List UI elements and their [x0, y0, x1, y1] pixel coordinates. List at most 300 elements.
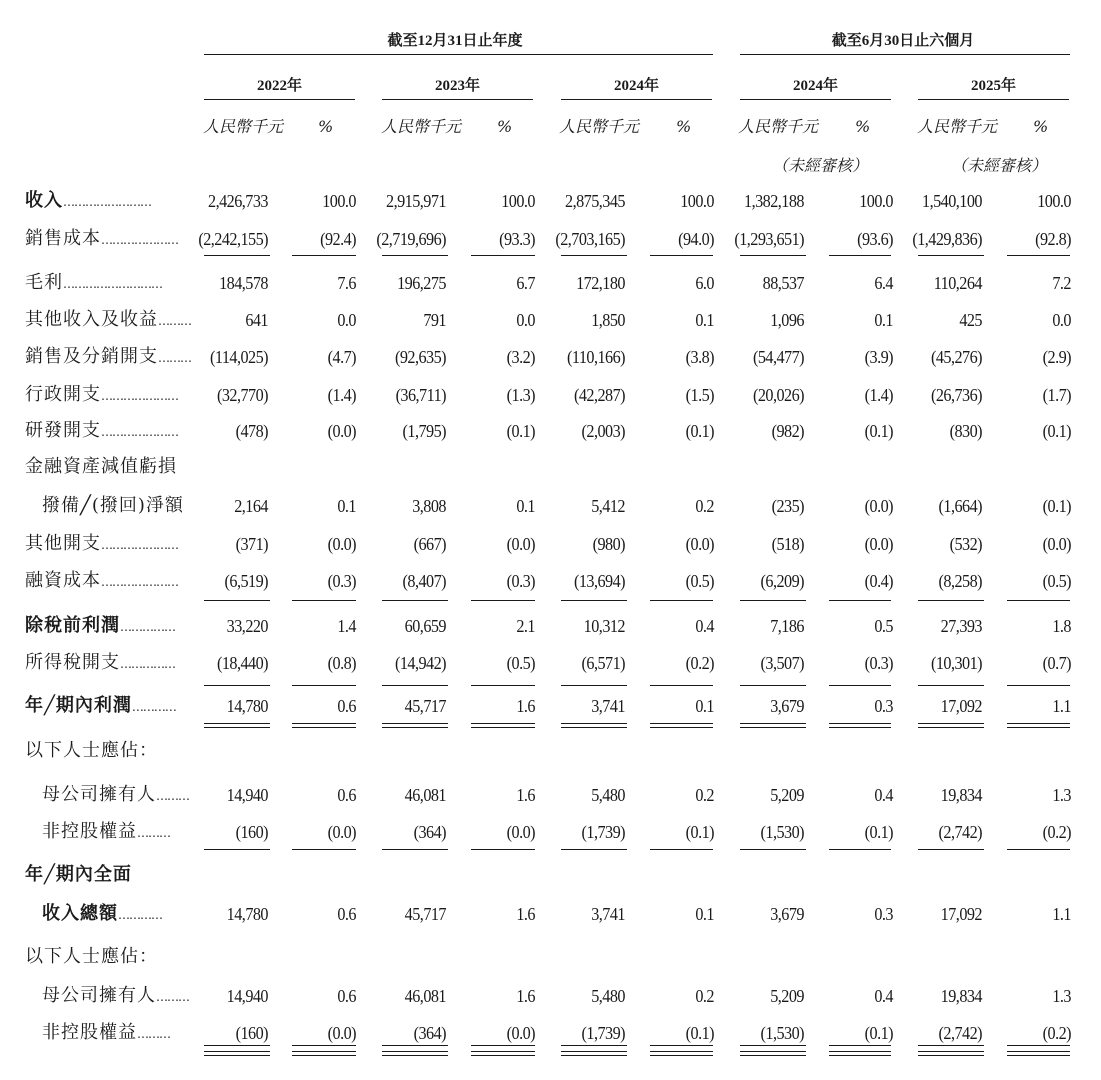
unit-pct: % — [318, 117, 334, 136]
percent-cell: 0.3 — [874, 904, 893, 924]
percent-cell: 7.6 — [337, 273, 356, 293]
subtotal-rule — [1007, 255, 1070, 256]
amount-cell: 196,275 — [397, 273, 446, 293]
row-label-text: 行政開支 — [25, 384, 101, 405]
period-header-six-months: 截至6月30日止六個月 — [831, 33, 975, 49]
total-double-rule — [292, 1051, 356, 1052]
amount-cell: 3,808 — [412, 496, 446, 516]
percent-cell: (1.4) — [327, 385, 356, 405]
row-label-text: 年╱期內利潤 — [25, 695, 132, 716]
subtotal-rule — [650, 849, 713, 850]
amount-cell: 2,164 — [234, 496, 268, 516]
amount-cell: 3,741 — [591, 904, 625, 924]
percent-cell: (0.0) — [327, 1023, 356, 1043]
percent-cell: (0.5) — [1042, 571, 1071, 591]
percent-cell: (0.0) — [864, 534, 893, 554]
total-double-rule — [561, 727, 627, 728]
total-double-rule — [650, 727, 713, 728]
subtotal-rule — [382, 1045, 448, 1046]
percent-cell: 1.4 — [337, 616, 356, 636]
total-double-rule — [204, 1055, 270, 1056]
amount-cell: (1,664) — [938, 496, 982, 516]
total-double-rule — [561, 723, 627, 724]
total-double-rule — [292, 1055, 356, 1056]
year-rule — [561, 99, 712, 100]
amount-cell: 1,540,100 — [922, 191, 982, 211]
amount-cell: (14,942) — [394, 653, 446, 673]
leader-dots: ………………… — [101, 389, 178, 403]
amount-cell: 14,780 — [226, 696, 268, 716]
percent-cell: 100.0 — [501, 191, 535, 211]
row-label-text: 母公司擁有人 — [42, 985, 156, 1006]
total-double-rule — [471, 727, 535, 728]
percent-cell: 7.2 — [1052, 273, 1071, 293]
total-double-rule — [204, 1051, 270, 1052]
amount-cell: 45,717 — [404, 696, 446, 716]
percent-cell: 6.7 — [516, 273, 535, 293]
amount-cell: (1,530) — [760, 822, 804, 842]
subtotal-rule — [650, 1045, 713, 1046]
subtotal-rule — [650, 685, 713, 686]
leader-dots: ……… — [137, 1027, 170, 1041]
row-label-text: 以下人士應佔： — [25, 740, 158, 761]
leader-dots: ………… — [118, 908, 162, 922]
percent-cell: 0.0 — [337, 310, 356, 330]
subtotal-rule — [740, 600, 806, 601]
percent-cell: 0.6 — [337, 904, 356, 924]
amount-cell: (160) — [235, 1023, 268, 1043]
year-rule — [204, 99, 355, 100]
total-double-rule — [292, 727, 356, 728]
subtotal-rule — [650, 255, 713, 256]
subtotal-rule — [204, 600, 270, 601]
percent-cell: (0.0) — [506, 822, 535, 842]
amount-cell: 1,382,188 — [744, 191, 804, 211]
percent-cell: 0.1 — [516, 496, 535, 516]
leader-dots: ……… — [156, 990, 189, 1004]
amount-cell: (980) — [592, 534, 625, 554]
subtotal-rule — [471, 255, 535, 256]
amount-cell: 3,741 — [591, 696, 625, 716]
amount-cell: 14,780 — [226, 904, 268, 924]
total-double-rule — [382, 723, 448, 724]
unit-rmb: 人民幣千元 — [559, 117, 640, 136]
amount-cell: (2,003) — [581, 421, 625, 441]
leader-dots: ………………… — [101, 233, 178, 247]
amount-cell: (532) — [949, 534, 982, 554]
total-double-rule — [1007, 727, 1070, 728]
amount-cell: (235) — [771, 496, 804, 516]
subtotal-rule — [204, 849, 270, 850]
total-double-rule — [740, 727, 806, 728]
percent-cell: 0.0 — [1052, 310, 1071, 330]
total-double-rule — [740, 1055, 806, 1056]
subtotal-rule — [829, 600, 891, 601]
total-double-rule — [918, 1051, 984, 1052]
amount-cell: 88,537 — [762, 273, 804, 293]
subtotal-rule — [204, 1045, 270, 1046]
percent-cell: (0.1) — [685, 1023, 714, 1043]
amount-cell: (3,507) — [760, 653, 804, 673]
percent-cell: (0.1) — [1042, 496, 1071, 516]
row-label-text: 非控股權益 — [42, 1022, 137, 1043]
row-label-text: 其他開支 — [25, 533, 101, 554]
percent-cell: (0.2) — [1042, 1023, 1071, 1043]
percent-cell: (0.0) — [685, 534, 714, 554]
subtotal-rule — [740, 1045, 806, 1046]
year-header-2022: 2022年 — [256, 78, 302, 94]
leader-dots: …………… — [120, 620, 175, 634]
amount-cell: (1,429,836) — [912, 229, 982, 249]
amount-cell: (6,209) — [760, 571, 804, 591]
unaudited-note: （未經審核） — [772, 156, 869, 175]
total-double-rule — [204, 723, 270, 724]
amount-cell: (20,026) — [752, 385, 804, 405]
amount-cell: (982) — [771, 421, 804, 441]
subtotal-rule — [740, 255, 806, 256]
row-label-text: 收入總額 — [42, 903, 118, 924]
percent-cell: (0.2) — [1042, 822, 1071, 842]
amount-cell: (830) — [949, 421, 982, 441]
year-rule — [740, 99, 891, 100]
subtotal-rule — [1007, 685, 1070, 686]
subtotal-rule — [292, 1045, 356, 1046]
subtotal-rule — [292, 849, 356, 850]
amount-cell: (36,711) — [395, 385, 446, 405]
amount-cell: 7,186 — [770, 616, 804, 636]
percent-cell: 1.6 — [516, 696, 535, 716]
amount-cell: (2,703,165) — [555, 229, 625, 249]
amount-cell: 5,412 — [591, 496, 625, 516]
percent-cell: (0.1) — [864, 1023, 893, 1043]
leader-dots: ………………… — [101, 575, 178, 589]
amount-cell: 5,209 — [770, 986, 804, 1006]
unit-pct: % — [855, 117, 871, 136]
period-header-fiscal-year: 截至12月31日止年度 — [387, 33, 523, 49]
percent-cell: 0.1 — [695, 310, 714, 330]
leader-dots: ……… — [158, 351, 191, 365]
total-double-rule — [650, 1055, 713, 1056]
amount-cell: (18,440) — [216, 653, 268, 673]
year-rule — [918, 99, 1069, 100]
amount-cell: 17,092 — [940, 696, 982, 716]
percent-cell: 6.4 — [874, 273, 893, 293]
amount-cell: 1,850 — [591, 310, 625, 330]
amount-cell: (2,719,696) — [376, 229, 446, 249]
amount-cell: 172,180 — [576, 273, 625, 293]
subtotal-rule — [1007, 849, 1070, 850]
amount-cell: (26,736) — [930, 385, 982, 405]
percent-cell: (0.3) — [506, 571, 535, 591]
percent-cell: 0.6 — [337, 785, 356, 805]
total-double-rule — [561, 1051, 627, 1052]
subtotal-rule — [471, 685, 535, 686]
year-rule — [382, 99, 533, 100]
amount-cell: 3,679 — [770, 696, 804, 716]
percent-cell: (0.1) — [685, 421, 714, 441]
subtotal-rule — [740, 685, 806, 686]
row-label-text: 母公司擁有人 — [42, 784, 156, 805]
unit-pct: % — [1033, 117, 1049, 136]
row-label-text: 年╱期內全面 — [25, 864, 132, 885]
percent-cell: 1.6 — [516, 986, 535, 1006]
amount-cell: (54,477) — [752, 347, 804, 367]
subtotal-rule — [829, 1045, 891, 1046]
percent-cell: 0.1 — [695, 904, 714, 924]
percent-cell: 1.3 — [1052, 986, 1071, 1006]
percent-cell: 1.1 — [1052, 696, 1071, 716]
total-double-rule — [740, 723, 806, 724]
row-label-text: 銷售成本 — [25, 228, 101, 249]
amount-cell: (478) — [235, 421, 268, 441]
leader-dots: ………… — [131, 700, 176, 714]
total-double-rule — [829, 1055, 891, 1056]
percent-cell: (0.4) — [864, 571, 893, 591]
unit-pct: % — [497, 117, 513, 136]
amount-cell: 14,940 — [226, 785, 268, 805]
total-double-rule — [561, 1055, 627, 1056]
subtotal-rule — [561, 685, 627, 686]
percent-cell: 100.0 — [322, 191, 356, 211]
row-label — [25, 865, 132, 885]
leader-dots: ………………… — [101, 425, 178, 439]
percent-cell: (0.1) — [864, 822, 893, 842]
leader-dots: …………… — [120, 657, 175, 671]
year-header-2023: 2023年 — [434, 78, 480, 94]
percent-cell: 100.0 — [859, 191, 893, 211]
row-label-text: 銷售及分銷開支 — [25, 346, 158, 367]
amount-cell: (6,519) — [224, 571, 268, 591]
subtotal-rule — [292, 600, 356, 601]
amount-cell: 33,220 — [226, 616, 268, 636]
percent-cell: 0.3 — [874, 696, 893, 716]
subtotal-rule — [561, 849, 627, 850]
leader-dots: ……………………… — [63, 277, 162, 291]
percent-cell: (0.3) — [327, 571, 356, 591]
percent-cell: (2.9) — [1042, 347, 1071, 367]
subtotal-rule — [561, 255, 627, 256]
amount-cell: 46,081 — [404, 785, 446, 805]
subtotal-rule — [829, 685, 891, 686]
percent-cell: (0.0) — [327, 421, 356, 441]
amount-cell: 27,393 — [940, 616, 982, 636]
subtotal-rule — [561, 1045, 627, 1046]
amount-cell: (32,770) — [216, 385, 268, 405]
row-label-text: 金融資產減值虧損 — [25, 456, 177, 477]
header-rule-fiscal — [204, 54, 713, 55]
percent-cell: (0.1) — [685, 822, 714, 842]
amount-cell: (1,530) — [760, 1023, 804, 1043]
percent-cell: 0.4 — [874, 986, 893, 1006]
total-double-rule — [204, 727, 270, 728]
percent-cell: 0.6 — [337, 696, 356, 716]
amount-cell: 19,834 — [940, 986, 982, 1006]
percent-cell: 0.1 — [874, 310, 893, 330]
subtotal-rule — [650, 600, 713, 601]
row-label — [25, 457, 177, 477]
unit-rmb: 人民幣千元 — [738, 117, 819, 136]
amount-cell: (518) — [771, 534, 804, 554]
percent-cell: 0.6 — [337, 986, 356, 1006]
subtotal-rule — [382, 685, 448, 686]
percent-cell: 0.2 — [695, 496, 714, 516]
percent-cell: 0.1 — [695, 696, 714, 716]
total-double-rule — [829, 727, 891, 728]
amount-cell: (2,742) — [938, 1023, 982, 1043]
amount-cell: 3,679 — [770, 904, 804, 924]
percent-cell: 2.1 — [516, 616, 535, 636]
percent-cell: (0.1) — [864, 421, 893, 441]
total-double-rule — [471, 1055, 535, 1056]
amount-cell: 791 — [423, 310, 446, 330]
percent-cell: (1.4) — [864, 385, 893, 405]
total-double-rule — [382, 1051, 448, 1052]
amount-cell: (1,293,651) — [734, 229, 804, 249]
percent-cell: (94.0) — [678, 229, 714, 249]
percent-cell: (0.1) — [506, 421, 535, 441]
total-double-rule — [918, 723, 984, 724]
percent-cell: (93.3) — [499, 229, 535, 249]
row-label — [25, 947, 158, 967]
percent-cell: (3.8) — [685, 347, 714, 367]
amount-cell: (13,694) — [573, 571, 625, 591]
percent-cell: (0.7) — [1042, 653, 1071, 673]
unit-rmb: 人民幣千元 — [203, 117, 284, 136]
amount-cell: (114,025) — [210, 347, 268, 367]
total-double-rule — [471, 723, 535, 724]
amount-cell: 1,096 — [770, 310, 804, 330]
subtotal-rule — [292, 685, 356, 686]
percent-cell: 0.2 — [695, 785, 714, 805]
percent-cell: (0.0) — [327, 534, 356, 554]
percent-cell: 6.0 — [695, 273, 714, 293]
total-double-rule — [918, 1055, 984, 1056]
percent-cell: 1.8 — [1052, 616, 1071, 636]
subtotal-rule — [204, 255, 270, 256]
percent-cell: (3.9) — [864, 347, 893, 367]
amount-cell: 5,480 — [591, 986, 625, 1006]
total-double-rule — [829, 723, 891, 724]
amount-cell: 5,480 — [591, 785, 625, 805]
unit-rmb: 人民幣千元 — [917, 117, 998, 136]
amount-cell: (92,635) — [394, 347, 446, 367]
percent-cell: (4.7) — [327, 347, 356, 367]
percent-cell: (0.0) — [327, 822, 356, 842]
leader-dots: ……… — [137, 826, 170, 840]
year-header-2024-h1: 2024年 — [792, 78, 838, 94]
row-label-text: 收入 — [25, 190, 63, 211]
subtotal-rule — [382, 849, 448, 850]
subtotal-rule — [471, 600, 535, 601]
percent-cell: (0.5) — [506, 653, 535, 673]
percent-cell: (1.5) — [685, 385, 714, 405]
amount-cell: 45,717 — [404, 904, 446, 924]
total-double-rule — [829, 1051, 891, 1052]
amount-cell: (2,242,155) — [198, 229, 268, 249]
amount-cell: 184,578 — [219, 273, 268, 293]
amount-cell: (10,301) — [930, 653, 982, 673]
amount-cell: (667) — [413, 534, 446, 554]
percent-cell: (92.4) — [320, 229, 356, 249]
subtotal-rule — [471, 849, 535, 850]
amount-cell: 425 — [959, 310, 982, 330]
percent-cell: (0.8) — [327, 653, 356, 673]
subtotal-rule — [918, 685, 984, 686]
subtotal-rule — [1007, 600, 1070, 601]
leader-dots: …………………… — [63, 195, 151, 209]
subtotal-rule — [471, 1045, 535, 1046]
percent-cell: 0.4 — [874, 785, 893, 805]
leader-dots: ………………… — [101, 538, 178, 552]
percent-cell: 0.1 — [337, 496, 356, 516]
subtotal-rule — [382, 600, 448, 601]
row-label-text: 研發開支 — [25, 420, 101, 441]
amount-cell: (364) — [413, 1023, 446, 1043]
percent-cell: 1.6 — [516, 785, 535, 805]
percent-cell: (0.0) — [506, 534, 535, 554]
percent-cell: (93.6) — [857, 229, 893, 249]
subtotal-rule — [918, 600, 984, 601]
unit-pct: % — [676, 117, 692, 136]
amount-cell: 5,209 — [770, 785, 804, 805]
percent-cell: (0.2) — [685, 653, 714, 673]
percent-cell: (0.3) — [864, 653, 893, 673]
amount-cell: (8,258) — [938, 571, 982, 591]
amount-cell: 46,081 — [404, 986, 446, 1006]
year-header-2024: 2024年 — [613, 78, 659, 94]
amount-cell: 2,915,971 — [386, 191, 446, 211]
total-double-rule — [918, 727, 984, 728]
unit-rmb: 人民幣千元 — [381, 117, 462, 136]
percent-cell: (0.5) — [685, 571, 714, 591]
percent-cell: (0.1) — [1042, 421, 1071, 441]
subtotal-rule — [740, 849, 806, 850]
row-label-text: 所得稅開支 — [25, 652, 120, 673]
header-rule-six-months — [740, 54, 1070, 55]
amount-cell: (8,407) — [402, 571, 446, 591]
total-double-rule — [382, 727, 448, 728]
row-label — [25, 191, 151, 212]
row-label-text: 融資成本 — [25, 570, 101, 591]
row-label-text: 以下人士應佔： — [25, 946, 158, 967]
amount-cell: (2,742) — [938, 822, 982, 842]
percent-cell: 0.0 — [516, 310, 535, 330]
amount-cell: (364) — [413, 822, 446, 842]
amount-cell: 110,264 — [933, 273, 982, 293]
row-label-text: 撥備╱(撥回)淨額 — [42, 495, 184, 516]
row-label — [25, 741, 158, 761]
amount-cell: 60,659 — [404, 616, 446, 636]
amount-cell: (6,571) — [581, 653, 625, 673]
total-double-rule — [1007, 1051, 1070, 1052]
subtotal-rule — [918, 1045, 984, 1046]
amount-cell: (1,739) — [581, 822, 625, 842]
percent-cell: 1.3 — [1052, 785, 1071, 805]
amount-cell: (42,287) — [573, 385, 625, 405]
percent-cell: (0.0) — [864, 496, 893, 516]
row-label-text: 除稅前利潤 — [25, 615, 120, 636]
row-label-text: 其他收入及收益 — [25, 309, 158, 330]
leader-dots: ……… — [156, 789, 189, 803]
subtotal-rule — [918, 255, 984, 256]
total-double-rule — [1007, 1055, 1070, 1056]
percent-cell: 100.0 — [1037, 191, 1071, 211]
amount-cell: (45,276) — [930, 347, 982, 367]
year-header-2025-h1: 2025年 — [970, 78, 1016, 94]
percent-cell: (0.0) — [1042, 534, 1071, 554]
leader-dots: ……… — [158, 314, 191, 328]
amount-cell: 2,426,733 — [208, 191, 268, 211]
